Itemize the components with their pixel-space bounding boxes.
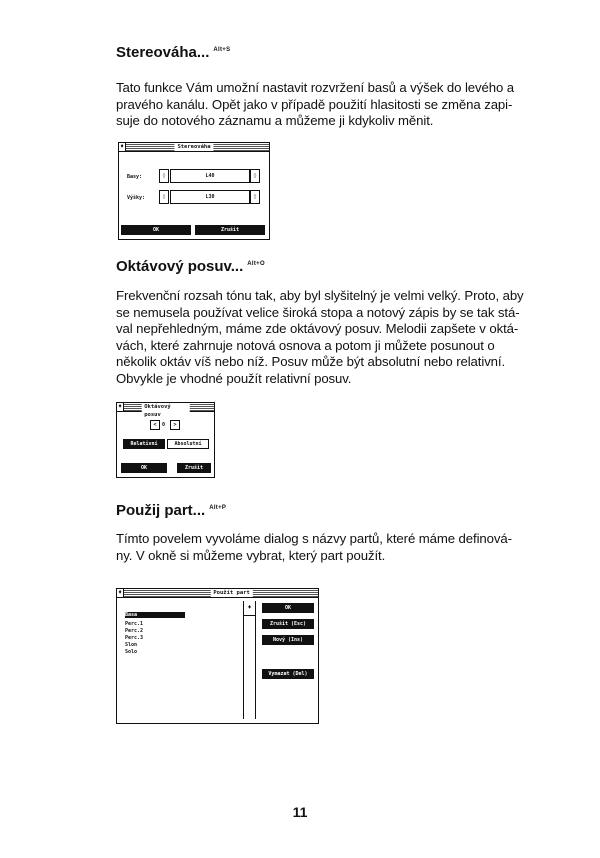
- cancel-button[interactable]: Zrušit: [177, 463, 211, 473]
- text-line: Tímto povelem vyvoláme dialog s názvy partů, které máme definová-: [116, 531, 512, 546]
- close-icon[interactable]: ♦: [117, 403, 124, 411]
- ok-button[interactable]: OK: [262, 603, 314, 613]
- relative-toggle[interactable]: Relativní: [123, 439, 165, 449]
- basy-label: Basy:: [127, 174, 143, 180]
- list-item[interactable]: Perc.1: [125, 621, 144, 627]
- new-part-button[interactable]: Nový (Ins): [262, 635, 314, 645]
- dialog-title: Stereováha: [174, 143, 213, 151]
- section-title-stereovaha: [116, 44, 230, 61]
- text-line: několik oktáv víš nebo níž. Posuv může být absolutní nebo relativní.: [116, 354, 506, 369]
- paragraph-stereovaha: [116, 80, 571, 130]
- text-line: ny. V okně si můžeme vybrat, který part použít.: [116, 547, 386, 563]
- absolute-toggle[interactable]: Absolutní: [167, 439, 209, 449]
- pouzit-part-dialog: [116, 588, 319, 724]
- paragraph-pouzij-part: [116, 531, 571, 564]
- paragraph-oktavovy-posuv: [116, 288, 571, 387]
- ok-button[interactable]: OK: [121, 225, 191, 235]
- vysky-label: Výšky:: [127, 195, 146, 201]
- close-icon[interactable]: ♦: [119, 143, 126, 151]
- basy-right-arrow-icon[interactable]: ◊: [250, 169, 260, 183]
- dialog-titlebar[interactable]: [119, 143, 269, 152]
- ok-button[interactable]: OK: [121, 463, 167, 473]
- vysky-left-arrow-icon[interactable]: ◊: [159, 190, 169, 204]
- part-list[interactable]: [119, 601, 244, 719]
- text-line: val nepřehledným, máme zde oktávový posuv. Melodii zapšete v oktá-: [116, 321, 519, 336]
- list-item[interactable]: Slon: [125, 642, 138, 648]
- close-icon[interactable]: ♦: [117, 589, 124, 597]
- dialog-titlebar[interactable]: [117, 403, 214, 418]
- vysky-right-arrow-icon[interactable]: ◊: [250, 190, 260, 204]
- octave-value: 0: [162, 422, 166, 428]
- list-scrollbar[interactable]: [244, 601, 256, 719]
- basy-slider[interactable]: L40: [170, 169, 250, 183]
- heading-text: Použij part...: [116, 502, 206, 519]
- list-item[interactable]: Basa: [125, 612, 185, 618]
- scroll-up-icon[interactable]: ♦: [244, 601, 255, 616]
- shortcut-label: Alt+O: [247, 261, 265, 267]
- text-line: se nemusela používat velice široká stopa a notový zápis by se tak stá-: [116, 304, 520, 320]
- octave-decrease-icon[interactable]: <: [150, 420, 160, 430]
- cancel-button[interactable]: Zrušit (Esc): [262, 619, 314, 629]
- dialog-title: Použít part: [210, 589, 252, 597]
- list-item[interactable]: Solo: [125, 649, 138, 655]
- list-item[interactable]: Perc.3: [125, 635, 144, 641]
- text-line: suje do notového záznamu a můžeme ji kdykoliv měnit.: [116, 113, 434, 128]
- text-line: pravého kanálu. Opět jako v případě použití hlasitosti se změna zapi-: [116, 96, 513, 112]
- list-item[interactable]: Perc.2: [125, 628, 144, 634]
- shortcut-label: Alt+S: [213, 47, 231, 53]
- text-line: Tato funkce Vám umožní nastavit rozvržení basů a výšek do levého a: [116, 80, 515, 95]
- oktavovy-posuv-dialog: [116, 402, 215, 478]
- delete-part-button[interactable]: Vymazat (Del): [262, 669, 314, 679]
- shortcut-label: Alt+P: [209, 505, 227, 511]
- vysky-slider[interactable]: L30: [170, 190, 250, 204]
- text-line: Obvykle je vhodné použít relativní posuv.: [116, 370, 352, 386]
- stereovaha-dialog: [118, 142, 270, 240]
- cancel-button[interactable]: Zrušit: [195, 225, 265, 235]
- heading-text: Oktávový posuv...: [116, 258, 244, 275]
- basy-left-arrow-icon[interactable]: ◊: [159, 169, 169, 183]
- dialog-title: Oktávový posuv: [141, 403, 190, 419]
- text-line: vách, které zahrnuje notová osnova a potom ji můžete posunout o: [116, 337, 495, 353]
- section-title-oktavovy-posuv: [116, 258, 265, 275]
- text-line: Frekvenční rozsah tónu tak, aby byl slyšitelný je velmi velký. Proto, aby: [116, 288, 524, 303]
- heading-text: Stereováha...: [116, 44, 210, 61]
- octave-increase-icon[interactable]: >: [170, 420, 180, 430]
- section-title-pouzij-part: [116, 502, 226, 519]
- dialog-titlebar[interactable]: [117, 589, 318, 598]
- page-number: 11: [292, 804, 308, 820]
